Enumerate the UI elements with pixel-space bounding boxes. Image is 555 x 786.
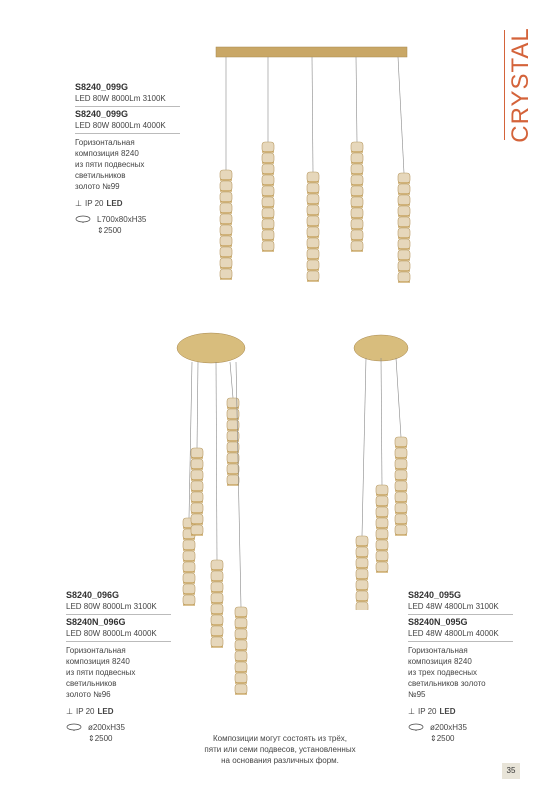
crystal-segment	[307, 260, 319, 270]
brand-text: CRYSTAL	[507, 27, 534, 143]
size: ø200xH35	[88, 723, 125, 732]
crystal-segment	[220, 258, 232, 268]
crystal-segment	[307, 194, 319, 204]
height: ⇕2500	[430, 734, 455, 743]
divider	[75, 133, 180, 134]
crystal-segment	[376, 529, 388, 539]
size: ø200xH35	[430, 723, 467, 732]
crystal-segment	[351, 208, 363, 218]
crystal-segment	[235, 673, 247, 683]
lamp-icon: ⊥	[408, 707, 415, 716]
crystal-segment	[262, 153, 274, 163]
product-description: Горизонтальная композиция 8240 из трех подвесных светильников золото №95	[408, 646, 486, 699]
crystal-segment	[395, 481, 407, 491]
crystal-segment	[398, 250, 410, 260]
crystal-segment	[235, 651, 247, 661]
suspension-wire	[312, 57, 313, 172]
crystal-segment	[220, 236, 232, 246]
crystal-segment	[398, 228, 410, 238]
crystal-segment	[262, 175, 274, 185]
crystal-segment	[376, 485, 388, 495]
product-spec: LED 80W 8000Lm 4000K	[75, 121, 166, 130]
crystal-segment	[351, 219, 363, 229]
crystal-segment	[262, 142, 274, 152]
crystal-segment	[307, 227, 319, 237]
crystal-segment	[307, 238, 319, 248]
crystal-segment	[307, 249, 319, 259]
size: L700x80xH35	[97, 215, 147, 224]
crystal-segment	[376, 518, 388, 528]
crystal-segment	[307, 205, 319, 215]
height: ⇕2500	[88, 734, 113, 743]
suspension-wire	[396, 358, 401, 437]
crystal-segment	[395, 525, 407, 535]
crystal-segment	[351, 153, 363, 163]
product-info-095	[408, 590, 513, 744]
crystal-segment	[211, 626, 223, 636]
crystal-segment	[376, 562, 388, 572]
crystal-segment	[307, 183, 319, 193]
suspension-wire	[398, 57, 404, 173]
crystal-segment	[398, 261, 410, 271]
crystal-segment	[351, 175, 363, 185]
product-info-099	[75, 82, 180, 236]
crystal-segment	[395, 492, 407, 502]
lamp-icon: ⊥	[66, 707, 73, 716]
crystal-segment	[395, 437, 407, 447]
crystal-segment	[398, 272, 410, 282]
crystal-segment	[262, 241, 274, 251]
crystal-segment	[356, 536, 368, 546]
ip-rating: ⊥ IP 20 LED	[75, 199, 123, 208]
crystal-segment	[262, 197, 274, 207]
product-spec: LED 80W 8000Lm 4000K	[66, 629, 157, 638]
crystal-segment	[351, 230, 363, 240]
divider	[408, 614, 513, 615]
divider	[75, 106, 180, 107]
crystal-segment	[220, 203, 232, 213]
crystal-segment	[351, 197, 363, 207]
lamp-icon: ⊥	[75, 199, 82, 208]
crystal-segment	[398, 173, 410, 183]
crystal-segment	[356, 569, 368, 579]
crystal-segment	[398, 217, 410, 227]
crystal-segment	[220, 192, 232, 202]
crystal-segment	[235, 629, 247, 639]
divider	[66, 641, 171, 642]
ceiling-lamp-icon	[408, 722, 424, 731]
product-description: Горизонтальная композиция 8240 из пяти подвесных светильников золото №96	[66, 646, 136, 699]
product-description: Горизонтальная композиция 8240 из пяти подвесных светильников золото №99	[75, 138, 145, 191]
crystal-segment	[235, 662, 247, 672]
height: ⇕2500	[97, 226, 122, 235]
crystal-segment	[395, 459, 407, 469]
crystal-segment	[395, 448, 407, 458]
ceiling-lamp-icon	[75, 214, 91, 223]
crystal-segment	[307, 172, 319, 182]
crystal-segment	[220, 247, 232, 257]
crystal-segment	[351, 241, 363, 251]
footnote: Композиции могут состоять из трёх, пяти или семи подвесов, установленных на основания различных форм.	[204, 734, 356, 765]
suspension-wire	[381, 358, 382, 485]
product-code: S8240N_095G	[408, 617, 468, 627]
crystal-segment	[376, 496, 388, 506]
crystal-segment	[356, 602, 368, 610]
crystal-segment	[376, 507, 388, 517]
suspension-wire	[356, 57, 357, 142]
product-spec: LED 48W 4800Lm 3100K	[408, 602, 499, 611]
product-spec: LED 80W 8000Lm 3100K	[75, 94, 166, 103]
crystal-segment	[211, 615, 223, 625]
crystal-segment	[211, 637, 223, 647]
crystal-segment	[395, 503, 407, 513]
crystal-segment	[351, 142, 363, 152]
crystal-segment	[307, 216, 319, 226]
page-number: 35	[502, 763, 520, 779]
product-code: S8240_095G	[408, 590, 462, 600]
crystal-segment	[351, 164, 363, 174]
crystal-segment	[356, 547, 368, 557]
crystal-segment	[262, 219, 274, 229]
crystal-segment	[356, 580, 368, 590]
product-code: S8240_096G	[66, 590, 120, 600]
crystal-segment	[220, 269, 232, 279]
product-spec: LED 48W 4800Lm 4000K	[408, 629, 499, 638]
crystal-segment	[220, 181, 232, 191]
product-image-095	[0, 310, 555, 610]
ceiling-lamp-icon	[66, 722, 82, 731]
dimensions	[66, 722, 171, 744]
crystal-segment	[220, 214, 232, 224]
product-code: S8240_099G	[75, 109, 129, 119]
crystal-segment	[262, 164, 274, 174]
crystal-segment	[220, 170, 232, 180]
crystal-segment	[376, 540, 388, 550]
crystal-segment	[398, 195, 410, 205]
crystal-segment	[262, 208, 274, 218]
product-code: S8240N_096G	[66, 617, 126, 627]
crystal-segment	[235, 684, 247, 694]
crystal-segment	[262, 186, 274, 196]
dimensions	[75, 214, 180, 236]
crystal-segment	[398, 206, 410, 216]
crystal-segment	[307, 271, 319, 281]
suspension-wire	[362, 358, 366, 536]
crystal-segment	[376, 551, 388, 561]
crystal-segment	[262, 230, 274, 240]
crystal-segment	[395, 470, 407, 480]
divider	[408, 641, 513, 642]
crystal-segment	[356, 558, 368, 568]
crystal-segment	[235, 640, 247, 650]
ip-rating: ⊥ IP 20 LED	[66, 707, 114, 716]
crystal-segment	[235, 618, 247, 628]
crystal-segment	[356, 591, 368, 601]
crystal-segment	[351, 186, 363, 196]
crystal-segment	[398, 239, 410, 249]
product-code: S8240_099G	[75, 82, 129, 92]
crystal-segment	[398, 184, 410, 194]
crystal-segment	[395, 514, 407, 524]
divider	[66, 614, 171, 615]
dimensions	[408, 722, 513, 744]
product-spec: LED 80W 8000Lm 3100K	[66, 602, 157, 611]
crystal-segment	[220, 225, 232, 235]
ip-rating: ⊥ IP 20 LED	[408, 707, 456, 716]
product-info-096	[66, 590, 171, 744]
